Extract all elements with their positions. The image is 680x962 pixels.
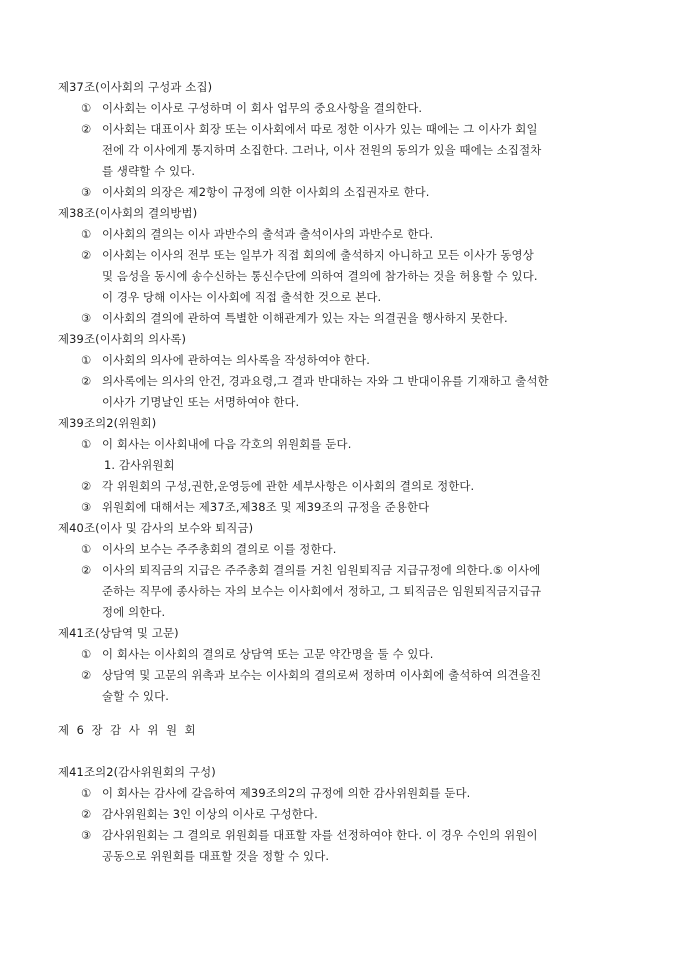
item-number: ②	[81, 248, 92, 262]
article-item	[58, 783, 538, 804]
item-text: 이사회의 결의는 이사 과반수의 출석과 출석이사의 과반수로 한다.	[102, 227, 434, 241]
item-number: ③	[81, 500, 92, 514]
item-text: 감사위원회는 그 결의로 위원회를 대표할 자를 선정하여야 한다. 이 경우 수인의 위원이	[102, 828, 538, 842]
item-number: ②	[81, 807, 92, 821]
item-text: 이사회는 대표이사 회장 또는 이사회에서 따로 정한 이사가 있는 때에는 그 이사가 회일	[102, 122, 538, 136]
item-number: ①	[81, 542, 92, 556]
item-text: 위원회에 대해서는 제37조,제38조 및 제39조의 규정을 준용한다	[102, 500, 430, 514]
article-title: 제40조(이사 및 감사의 보수와 퇴직금)	[58, 521, 254, 535]
item-text-continuation: 전에 각 이사에게 통지하며 소집한다. 그러나, 이사 전원의 동의가 있을 때에는 소집절차	[102, 143, 542, 157]
item-number: ②	[81, 122, 92, 136]
item-text-continuation: 준하는 직무에 종사하는 자의 보수는 이사회에서 정하고, 그 퇴직금은 임원퇴직금지급규	[102, 584, 542, 598]
item-text: 이 회사는 이사회내에 다음 각호의 위원회를 둔다.	[102, 437, 352, 451]
articles-block	[58, 77, 549, 707]
article-item	[58, 497, 549, 518]
article-title: 제39조(이사회의 의사록)	[58, 332, 187, 346]
chapter-heading: 제 6 장 감 사 위 원 회	[58, 723, 198, 737]
item-number: ①	[81, 437, 92, 451]
article-item	[58, 119, 549, 182]
article-item	[58, 182, 549, 203]
item-number: ②	[81, 668, 92, 682]
article-title: 제41조의2(감사위원회의 구성)	[58, 765, 216, 779]
article-item	[58, 476, 549, 497]
article-title: 제38조(이사회의 결의방법)	[58, 206, 198, 220]
article-item	[58, 350, 549, 371]
item-text: 이사회의 결의에 관하여 특별한 이해관계가 있는 자는 의결권을 행사하지 못한다.	[102, 311, 508, 325]
item-text: 이사회는 이사의 전부 또는 일부가 직접 회의에 출석하지 아니하고 모든 이사가 동영상	[102, 248, 534, 262]
item-number: ③	[81, 828, 92, 842]
item-number: ①	[81, 101, 92, 115]
article-item	[58, 98, 549, 119]
articles-block-chapter6	[58, 762, 538, 867]
item-text: 이 회사는 이사회의 결의로 상담역 또는 고문 약간명을 둘 수 있다.	[102, 647, 434, 661]
item-text: 의사록에는 의사의 안건, 경과요령,그 결과 반대하는 자와 그 반대이유를 기재하고 출석한	[102, 374, 549, 388]
item-number: ①	[81, 353, 92, 367]
article-item	[58, 224, 549, 245]
item-number: ②	[81, 563, 92, 577]
item-text-continuation: 정에 의한다.	[102, 605, 166, 619]
article-item	[58, 308, 549, 329]
article-title: 제37조(이사회의 구성과 소집)	[58, 80, 213, 94]
article-item	[58, 644, 549, 665]
article-item	[58, 825, 538, 867]
article-item	[58, 245, 549, 308]
item-text: 이사회의 의사에 관하여는 의사록을 작성하여야 한다.	[102, 353, 370, 367]
item-text-continuation: 술할 수 있다.	[102, 689, 170, 703]
item-text-continuation: 공동으로 위원회를 대표할 것을 정할 수 있다.	[102, 849, 330, 863]
item-text-continuation: 이사가 기명날인 또는 서명하여야 한다.	[102, 395, 300, 409]
article-title: 제41조(상담역 및 고문)	[58, 626, 179, 640]
item-text: 상담역 및 고문의 위촉과 보수는 이사회의 결의로써 정하며 이사회에 출석하여 의견을진	[102, 668, 542, 682]
article-item	[58, 434, 549, 455]
item-text: 이사의 퇴직금의 지급은 주주총회 결의를 거친 임원퇴직금 지급규정에 의한다.⑤ 이사에	[102, 563, 541, 577]
article-item	[58, 804, 538, 825]
article-item	[58, 539, 549, 560]
item-number: ①	[81, 786, 92, 800]
article-item	[58, 371, 549, 413]
item-text: 이사회는 이사로 구성하며 이 회사 업무의 중요사항을 결의한다.	[102, 101, 423, 115]
item-number: ①	[81, 647, 92, 661]
item-text-continuation: 이 경우 당해 이사는 이사회에 직접 출석한 것으로 본다.	[102, 290, 382, 304]
item-number: ③	[81, 311, 92, 325]
item-number: ②	[81, 479, 92, 493]
item-text-continuation: 를 생략할 수 있다.	[102, 164, 196, 178]
item-number: ②	[81, 374, 92, 388]
item-text: 이 회사는 감사에 갈음하여 제39조의2의 규정에 의한 감사위원회를 둔다.	[102, 786, 471, 800]
item-number: ③	[81, 185, 92, 199]
item-text: 이사회의 의장은 제2항이 규정에 의한 이사회의 소집권자로 한다.	[102, 185, 430, 199]
article-item	[58, 665, 549, 707]
item-number: ①	[81, 227, 92, 241]
item-text: 이사의 보수는 주주총회의 결의로 이를 정한다.	[102, 542, 337, 556]
article-title: 제39조의2(위원회)	[58, 416, 157, 430]
item-text: 감사위원회는 3인 이상의 이사로 구성한다.	[102, 807, 318, 821]
article-item	[58, 560, 549, 623]
item-text: 각 위원회의 구성,권한,운영등에 관한 세부사항은 이사회의 결의로 정한다.	[102, 479, 475, 493]
sub-item: 1. 감사위원회	[104, 458, 175, 472]
item-text-continuation: 및 음성을 동시에 송수신하는 통신수단에 의하여 결의에 참가하는 것을 허용할 수 있다.	[102, 269, 538, 283]
